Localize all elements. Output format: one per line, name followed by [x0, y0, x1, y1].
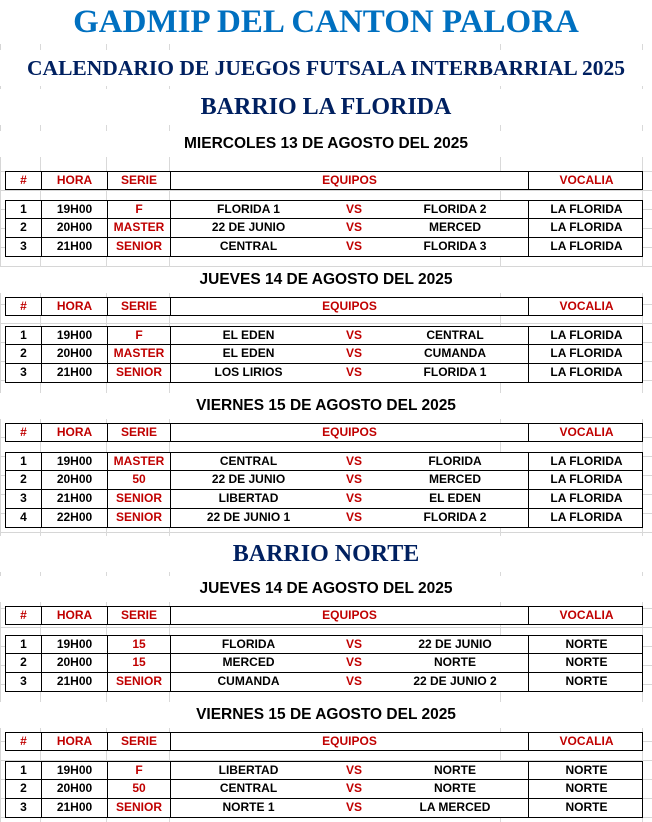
game-team1: 22 DE JUNIO 1 [206, 510, 291, 524]
game-serie: 15 [108, 636, 171, 653]
header-hora: HORA [42, 172, 108, 189]
game-hora: 20H00 [42, 654, 108, 672]
game-hora: 19H00 [42, 201, 108, 218]
game-num: 3 [6, 490, 42, 508]
game-vocalia: NORTE [565, 637, 608, 651]
vs-label: VS [345, 674, 362, 688]
table-row [5, 200, 643, 219]
game-vocalia: LA FLORIDA [550, 472, 623, 486]
table-row [5, 635, 643, 654]
vs-label: VS [345, 637, 362, 651]
vs-label: VS [345, 239, 362, 253]
game-vocalia: LA FLORIDA [550, 239, 623, 253]
game-vocalia: NORTE [565, 674, 608, 688]
game-serie: SENIOR [108, 238, 171, 256]
game-hora: 21H00 [42, 799, 108, 817]
table-row [5, 345, 643, 364]
header-num: # [6, 607, 42, 624]
game-vocalia: NORTE [565, 763, 608, 777]
game-serie: 15 [108, 654, 171, 672]
game-team1: LOS LIRIOS [214, 365, 283, 379]
game-num: 1 [6, 762, 42, 779]
table-row [5, 364, 643, 383]
game-team2: NORTE [382, 762, 529, 779]
game-serie: 50 [108, 471, 171, 489]
game-num: 1 [6, 327, 42, 344]
table-row [5, 452, 643, 471]
table-row [5, 654, 643, 673]
game-num: 1 [6, 453, 42, 470]
game-serie: SENIOR [108, 364, 171, 382]
header-num: # [6, 424, 42, 441]
game-team1: FLORIDA [221, 637, 276, 651]
game-team1: NORTE 1 [222, 800, 275, 814]
page-title: GADMIP DEL CANTON PALORA [0, 0, 652, 44]
header-hora: HORA [42, 298, 108, 315]
table-row [5, 780, 643, 799]
game-team1: MERCED [222, 655, 275, 669]
game-serie: F [108, 762, 171, 779]
game-team2: MERCED [382, 471, 529, 489]
header-serie: SERIE [108, 424, 171, 441]
game-team2: 22 DE JUNIO 2 [382, 673, 529, 691]
vs-label: VS [345, 800, 362, 814]
game-num: 2 [6, 471, 42, 489]
table-row [5, 490, 643, 509]
game-hora: 21H00 [42, 364, 108, 382]
game-hora: 21H00 [42, 238, 108, 256]
game-team2: NORTE [382, 654, 529, 672]
game-team2: NORTE [382, 780, 529, 798]
game-serie: 50 [108, 780, 171, 798]
game-vocalia: LA FLORIDA [550, 454, 623, 468]
game-team2: FLORIDA 2 [382, 509, 529, 527]
vs-label: VS [345, 202, 362, 216]
header-serie: SERIE [108, 298, 171, 315]
page-subtitle: CALENDARIO DE JUEGOS FUTSALA INTERBARRIAL 2025 [0, 50, 652, 86]
game-num: 3 [6, 364, 42, 382]
game-vocalia: LA FLORIDA [550, 220, 623, 234]
header-vocalia: VOCALIA [559, 425, 614, 439]
game-num: 3 [6, 673, 42, 691]
game-team1: 22 DE JUNIO [211, 472, 286, 486]
header-vocalia: VOCALIA [559, 608, 614, 622]
game-serie: F [108, 201, 171, 218]
table-row [5, 238, 643, 257]
game-num: 2 [6, 345, 42, 363]
game-hora: 19H00 [42, 762, 108, 779]
table-header [5, 606, 643, 625]
game-hora: 21H00 [42, 490, 108, 508]
game-num: 3 [6, 238, 42, 256]
game-hora: 20H00 [42, 780, 108, 798]
header-num: # [6, 733, 42, 750]
header-serie: SERIE [108, 607, 171, 624]
game-serie: MASTER [108, 345, 171, 363]
vs-label: VS [345, 346, 362, 360]
game-vocalia: LA FLORIDA [550, 491, 623, 505]
vs-label: VS [345, 763, 362, 777]
game-num: 3 [6, 799, 42, 817]
game-serie: F [108, 327, 171, 344]
header-vocalia: VOCALIA [559, 299, 614, 313]
game-hora: 22H00 [42, 509, 108, 527]
header-serie: SERIE [108, 172, 171, 189]
header-hora: HORA [42, 733, 108, 750]
game-hora: 20H00 [42, 471, 108, 489]
header-equipos: EQUIPOS [171, 298, 529, 315]
game-vocalia: LA FLORIDA [550, 328, 623, 342]
game-num: 2 [6, 654, 42, 672]
table-header [5, 423, 643, 442]
header-equipos: EQUIPOS [171, 607, 529, 624]
day-title: JUEVES 14 DE AGOSTO DEL 2025 [0, 576, 652, 602]
vs-label: VS [345, 472, 362, 486]
game-team2: CENTRAL [382, 327, 529, 344]
header-hora: HORA [42, 424, 108, 441]
table-header [5, 171, 643, 190]
table-row [5, 799, 643, 818]
game-serie: MASTER [108, 453, 171, 470]
game-hora: 20H00 [42, 219, 108, 237]
game-serie: MASTER [108, 219, 171, 237]
game-vocalia: LA FLORIDA [550, 346, 623, 360]
game-team1: CENTRAL [219, 239, 278, 253]
game-hora: 20H00 [42, 345, 108, 363]
game-serie: SENIOR [108, 799, 171, 817]
table-header [5, 732, 643, 751]
header-vocalia: VOCALIA [559, 173, 614, 187]
game-team2: FLORIDA 1 [382, 364, 529, 382]
game-hora: 19H00 [42, 327, 108, 344]
day-title: MIERCOLES 13 DE AGOSTO DEL 2025 [0, 131, 652, 157]
header-serie: SERIE [108, 733, 171, 750]
game-num: 2 [6, 219, 42, 237]
game-team1: CENTRAL [219, 781, 278, 795]
table-row [5, 219, 643, 238]
table-row [5, 509, 643, 528]
game-num: 4 [6, 509, 42, 527]
vs-label: VS [345, 781, 362, 795]
game-team1: CENTRAL [219, 454, 278, 468]
game-vocalia: NORTE [565, 781, 608, 795]
game-team2: EL EDEN [382, 490, 529, 508]
game-team1: CUMANDA [217, 674, 280, 688]
table-row [5, 761, 643, 780]
game-team2: CUMANDA [382, 345, 529, 363]
table-header [5, 297, 643, 316]
table-row [5, 326, 643, 345]
header-equipos: EQUIPOS [171, 424, 529, 441]
game-vocalia: NORTE [565, 800, 608, 814]
table-row [5, 471, 643, 490]
day-title: JUEVES 14 DE AGOSTO DEL 2025 [0, 267, 652, 293]
game-team1: LIBERTAD [218, 763, 279, 777]
game-team2: LA MERCED [382, 799, 529, 817]
game-vocalia: LA FLORIDA [550, 365, 623, 379]
game-hora: 19H00 [42, 636, 108, 653]
game-serie: SENIOR [108, 490, 171, 508]
game-serie: SENIOR [108, 673, 171, 691]
barrio-title: BARRIO LA FLORIDA [0, 89, 652, 125]
game-team1: EL EDEN [222, 346, 275, 360]
game-num: 1 [6, 201, 42, 218]
header-hora: HORA [42, 607, 108, 624]
vs-label: VS [345, 220, 362, 234]
barrio-title: BARRIO NORTE [0, 536, 652, 572]
game-team1: EL EDEN [222, 328, 275, 342]
game-vocalia: NORTE [565, 655, 608, 669]
game-team1: 22 DE JUNIO [211, 220, 286, 234]
game-team1: LIBERTAD [218, 491, 279, 505]
game-vocalia: LA FLORIDA [550, 202, 623, 216]
day-title: VIERNES 15 DE AGOSTO DEL 2025 [0, 393, 652, 419]
vs-label: VS [345, 491, 362, 505]
game-team2: 22 DE JUNIO [382, 636, 529, 653]
header-num: # [6, 172, 42, 189]
game-team2: FLORIDA 3 [382, 238, 529, 256]
game-num: 1 [6, 636, 42, 653]
vs-label: VS [345, 454, 362, 468]
game-team1: FLORIDA 1 [217, 202, 280, 216]
header-vocalia: VOCALIA [559, 734, 614, 748]
table-row [5, 673, 643, 692]
vs-label: VS [345, 365, 362, 379]
game-num: 2 [6, 780, 42, 798]
game-team2: MERCED [382, 219, 529, 237]
game-vocalia: LA FLORIDA [550, 510, 623, 524]
game-hora: 21H00 [42, 673, 108, 691]
vs-label: VS [345, 655, 362, 669]
vs-label: VS [345, 328, 362, 342]
header-equipos: EQUIPOS [171, 172, 529, 189]
header-num: # [6, 298, 42, 315]
day-title: VIERNES 15 DE AGOSTO DEL 2025 [0, 702, 652, 728]
game-team2: FLORIDA 2 [382, 201, 529, 218]
game-serie: SENIOR [108, 509, 171, 527]
game-team2: FLORIDA [382, 453, 529, 470]
game-hora: 19H00 [42, 453, 108, 470]
vs-label: VS [345, 510, 362, 524]
header-equipos: EQUIPOS [171, 733, 529, 750]
